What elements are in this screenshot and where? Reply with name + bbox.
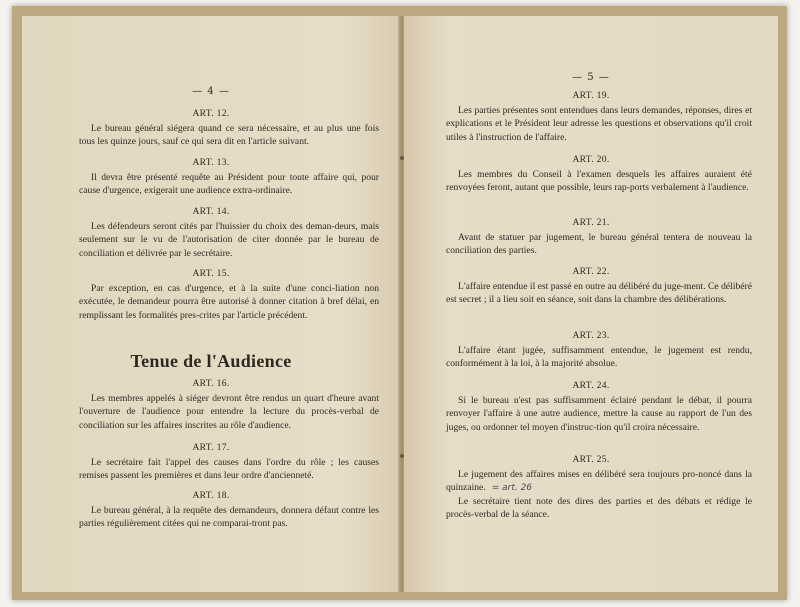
- article-text: Les défendeurs seront cités par l'huissier du choix des deman-deurs, mais seulement sur le vu de l'autorisation de citer donnée par le bureau de conciliation et délivrée par le secrétaire.: [79, 221, 379, 259]
- article-text: Le secrétaire fait l'appel des causes dans l'ordre du rôle ; les causes remises passent les premières et dans leur ordre d'ancienneté.: [79, 457, 379, 482]
- pencil-annotation: = art. 26: [491, 483, 533, 494]
- article-heading: ART. 13.: [192, 157, 230, 168]
- article-text: L'affaire étant jugée, suffisamment entendue, le jugement est rendu, conformément à la loi, à la majorité absolue.: [446, 345, 752, 370]
- page-number: — 5 —: [572, 72, 610, 83]
- article-heading: ART. 25.: [572, 454, 610, 465]
- article-text: Il devra être présenté requête au Président pour toute affaire qui, pour cause d'urgence, exigerait une audience extra-ordinaire.: [79, 172, 379, 197]
- article-text-part: Le jugement des affaires mises en délibéré sera toujours pro-noncé dans la quinzaine.: [446, 469, 752, 494]
- article-heading: ART. 17.: [192, 442, 230, 453]
- staple-hole: [400, 156, 404, 160]
- article-heading: ART. 16.: [192, 378, 230, 389]
- staple-hole: [400, 454, 404, 458]
- article-heading: ART. 19.: [572, 90, 610, 101]
- article-text: Si le bureau n'est pas suffisamment éclairé pendant le débat, il pourra renvoyer l'affaire à une autre audience, mettre la cause au rapport de l'un des juges, ou ordonner tel moyen d'instruc-tion qu'il croira nécessaire.: [446, 395, 752, 433]
- article-heading: ART. 22.: [572, 266, 610, 277]
- article-text: L'affaire entendue il est passé en outre au délibéré du juge-ment. Ce délibéré est secret ; il a lieu soit en séance, soit dans la chambre des délibérations.: [446, 281, 752, 306]
- section-heading: Tenue de l'Audience: [130, 351, 292, 371]
- article-heading: ART. 12.: [192, 108, 230, 119]
- page-number: — 4 —: [192, 86, 230, 97]
- article-text: Le bureau général, à la requête des demandeurs, donnera défaut contre les parties régulièrement citées qui ne comparai-tront pas.: [79, 505, 379, 530]
- article-text: Par exception, en cas d'urgence, et à la suite d'une conci-liation non exécutée, le demandeur pourra être autorisé à donner citation à bref délai, en remplissant les formalités pres-crites par l'article précédent.: [79, 283, 379, 321]
- right-page: [404, 16, 778, 592]
- article-heading: ART. 14.: [192, 206, 230, 217]
- article-heading: ART. 18.: [192, 490, 230, 501]
- article-heading: ART. 15.: [192, 268, 230, 279]
- article-text: Les membres du Conseil à l'examen desquels les affaires auraient été renvoyées feront, autant que possible, leurs rap-ports verbalement à l'audience.: [446, 169, 752, 194]
- article-heading: ART. 21.: [572, 217, 610, 228]
- article-heading: ART. 20.: [572, 154, 610, 165]
- article-text: Avant de statuer par jugement, le bureau général tentera de nouveau la conciliation des parties.: [446, 232, 752, 257]
- article-text: Les membres appelés à siéger devront être rendus un quart d'heure avant l'ouverture de l'audience pour entendre la lecture du procès-verbal de conciliation sur les affaires inscrites au rôle d'audience.: [79, 393, 379, 431]
- left-page: [22, 16, 400, 592]
- article-text: Le bureau général siégera quand ce sera nécessaire, et au plus une fois tous les quinze jours, sauf ce qui sera dit en l'article suivant.: [79, 123, 379, 148]
- article-text: Les parties présentes sont entendues dans leurs demandes, réponses, dires et explications et le Président leur adresse les questions et observations qu'il croit utiles à l'instruction de l'affaire.: [446, 105, 752, 143]
- article-text: [446, 468, 752, 496]
- open-booklet: [12, 6, 787, 600]
- article-text: Le secrétaire tient note des dires des parties et des débats et rédige le procès-verbal de la séance.: [446, 496, 752, 521]
- article-heading: ART. 23.: [572, 330, 610, 341]
- article-heading: ART. 24.: [572, 380, 610, 391]
